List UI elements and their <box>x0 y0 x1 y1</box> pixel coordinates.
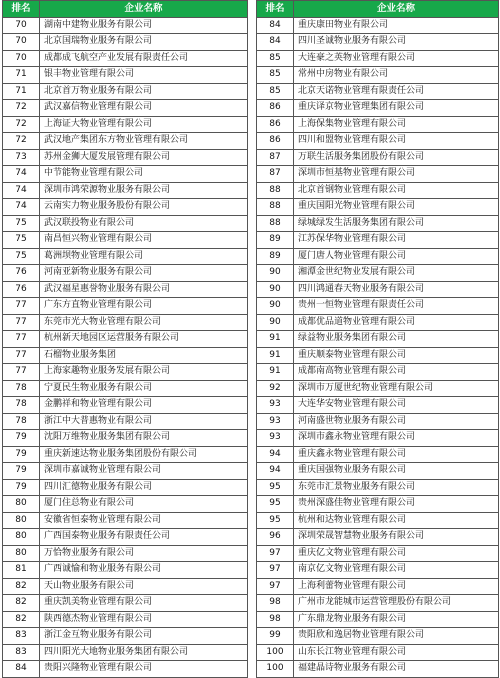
rank-cell: 75 <box>3 248 40 265</box>
name-header: 企业名称 <box>294 1 499 18</box>
company-name-cell: 厦门住总物业有限公司 <box>40 496 248 513</box>
table-row <box>3 215 248 232</box>
table-row <box>257 430 499 447</box>
table-row <box>257 529 499 546</box>
company-name-cell: 武汉福星惠誉物业服务有限公司 <box>40 281 248 298</box>
company-name-cell: 天山物业服务有限公司 <box>40 578 248 595</box>
table-row <box>3 479 248 496</box>
company-name-cell: 广州市龙能城市运营管理股份有限公司 <box>294 595 499 612</box>
rank-cell: 77 <box>3 314 40 331</box>
company-name-cell: 万恰物业服务有限公司 <box>40 545 248 562</box>
company-name-cell: 绿益物业服务集团有限公司 <box>294 331 499 348</box>
company-name-cell: 安徽省恒泰物业管理有限公司 <box>40 512 248 529</box>
table-row <box>257 265 499 282</box>
rank-cell: 84 <box>257 17 294 34</box>
rank-cell: 80 <box>3 529 40 546</box>
company-name-cell: 重庆亿文物业管理有限公司 <box>294 545 499 562</box>
rank-cell: 87 <box>257 166 294 183</box>
rank-cell: 72 <box>3 133 40 150</box>
company-name-cell: 上海保集物业管理有限公司 <box>294 116 499 133</box>
table-row <box>257 562 499 579</box>
table-row <box>3 611 248 628</box>
table-row <box>3 496 248 513</box>
company-name-cell: 河南盛世物业服务有限公司 <box>294 413 499 430</box>
table-row <box>3 232 248 249</box>
company-name-cell: 杭州和达物业管理有限公司 <box>294 512 499 529</box>
company-name-cell: 杭州新天地园区运营服务有限公司 <box>40 331 248 348</box>
table-row <box>3 661 248 678</box>
company-name-cell: 大连华安物业管理有限公司 <box>294 397 499 414</box>
rank-cell: 97 <box>257 562 294 579</box>
table-row <box>3 331 248 348</box>
rank-cell: 100 <box>257 661 294 678</box>
company-name-cell: 深圳市鑫永物业管理有限公司 <box>294 430 499 447</box>
table-row <box>257 166 499 183</box>
table-row <box>257 116 499 133</box>
rank-cell: 85 <box>257 83 294 100</box>
company-name-cell: 贵阳兴隆物业管理有限公司 <box>40 661 248 678</box>
rank-cell: 75 <box>3 232 40 249</box>
rank-cell: 88 <box>257 182 294 199</box>
company-name-cell: 厦门唐人物业管理有限公司 <box>294 248 499 265</box>
company-name-cell: 广东方直物业管理有限公司 <box>40 298 248 315</box>
company-name-cell: 四川和盟物业管理有限公司 <box>294 133 499 150</box>
table-row <box>257 479 499 496</box>
table-row <box>3 149 248 166</box>
company-name-cell: 南昌恒兴物业管理有限公司 <box>40 232 248 249</box>
rank-cell: 70 <box>3 34 40 51</box>
company-name-cell: 东莞市汇景物业服务有限公司 <box>294 479 499 496</box>
table-row <box>257 545 499 562</box>
rank-cell: 89 <box>257 248 294 265</box>
rank-cell: 85 <box>257 67 294 84</box>
company-name-cell: 四川汇德物业服务有限公司 <box>40 479 248 496</box>
table-row <box>3 413 248 430</box>
company-name-cell: 重庆译京物业管理集团有限公司 <box>294 100 499 117</box>
rank-cell: 74 <box>3 182 40 199</box>
table-row <box>257 496 499 513</box>
rank-cell: 77 <box>3 347 40 364</box>
table-row <box>3 67 248 84</box>
company-name-cell: 葛洲坝物业管理有限公司 <box>40 248 248 265</box>
rank-cell: 78 <box>3 380 40 397</box>
table-row <box>3 248 248 265</box>
table-row <box>3 281 248 298</box>
rank-cell: 73 <box>3 149 40 166</box>
company-name-cell: 深圳荣晟智慧物业服务有限公司 <box>294 529 499 546</box>
table-row <box>257 611 499 628</box>
table-row <box>3 430 248 447</box>
table-row <box>3 446 248 463</box>
rank-cell: 72 <box>3 100 40 117</box>
table-row <box>257 67 499 84</box>
table-row <box>3 265 248 282</box>
table-row <box>257 661 499 678</box>
company-name-cell: 南京亿文物业管理有限公司 <box>294 562 499 579</box>
rank-cell: 93 <box>257 397 294 414</box>
table-row <box>257 50 499 67</box>
table-row <box>257 595 499 612</box>
rank-cell: 95 <box>257 512 294 529</box>
company-name-cell: 北京首钢物业管理有限公司 <box>294 182 499 199</box>
company-name-cell: 湘潭金世纪物业发展有限公司 <box>294 265 499 282</box>
company-name-cell: 上海家趣物业服务发展有限公司 <box>40 364 248 381</box>
company-name-cell: 东莞市光大物业管理有限公司 <box>40 314 248 331</box>
rank-cell: 91 <box>257 364 294 381</box>
rank-cell: 82 <box>3 611 40 628</box>
rank-cell: 90 <box>257 298 294 315</box>
company-name-cell: 四川阳光大地物业服务集团有限公司 <box>40 644 248 661</box>
rank-cell: 83 <box>3 628 40 645</box>
rank-cell: 87 <box>257 149 294 166</box>
table-row <box>257 215 499 232</box>
table-row <box>3 100 248 117</box>
rank-cell: 91 <box>257 347 294 364</box>
rank-cell: 82 <box>3 595 40 612</box>
company-name-cell: 大连豪之英物业管理有限公司 <box>294 50 499 67</box>
table-row <box>257 298 499 315</box>
table-row <box>3 298 248 315</box>
table-row <box>257 149 499 166</box>
company-name-cell: 山东长江物业管理有限公司 <box>294 644 499 661</box>
rank-cell: 82 <box>3 578 40 595</box>
table-row <box>257 83 499 100</box>
table-row <box>3 314 248 331</box>
company-name-cell: 深圳市鸿荣源物业服务有限公司 <box>40 182 248 199</box>
rank-cell: 88 <box>257 215 294 232</box>
rank-cell: 79 <box>3 479 40 496</box>
rank-cell: 77 <box>3 331 40 348</box>
company-name-cell: 贵州深盛佳物业管理有限公司 <box>294 496 499 513</box>
table-row <box>257 380 499 397</box>
table-row <box>3 529 248 546</box>
company-name-cell: 江苏保华物业管理有限公司 <box>294 232 499 249</box>
rank-cell: 84 <box>3 661 40 678</box>
rank-cell: 86 <box>257 133 294 150</box>
company-name-cell: 湖南中建物业服务有限公司 <box>40 17 248 34</box>
company-name-cell: 贵州一恒物业管理有限责任公司 <box>294 298 499 315</box>
rank-cell: 86 <box>257 116 294 133</box>
rank-cell: 80 <box>3 545 40 562</box>
table-row <box>257 512 499 529</box>
table-row <box>257 578 499 595</box>
company-name-cell: 深圳市嘉诚物业管理有限公司 <box>40 463 248 480</box>
company-name-cell: 重庆康田物业有限公司 <box>294 17 499 34</box>
company-name-cell: 广西国泰物业服务有限责任公司 <box>40 529 248 546</box>
company-name-cell: 常州中房物业有限公司 <box>294 67 499 84</box>
rank-cell: 75 <box>3 215 40 232</box>
rank-cell: 99 <box>257 628 294 645</box>
company-name-cell: 金鹏祥和物业管理有限公司 <box>40 397 248 414</box>
table-row <box>3 545 248 562</box>
company-name-cell: 北京国瑞物业服务有限公司 <box>40 34 248 51</box>
table-row <box>257 314 499 331</box>
company-name-cell: 深圳市恒基物业管理有限公司 <box>294 166 499 183</box>
table-row <box>257 281 499 298</box>
company-name-cell: 宁夏民生物业服务有限公司 <box>40 380 248 397</box>
company-name-cell: 绿城绿发生活服务集团有限公司 <box>294 215 499 232</box>
table-row <box>3 364 248 381</box>
rank-cell: 88 <box>257 199 294 216</box>
rank-cell: 94 <box>257 446 294 463</box>
rank-cell: 100 <box>257 644 294 661</box>
rank-cell: 90 <box>257 265 294 282</box>
company-name-cell: 苏州金狮大厦发展管理有限公司 <box>40 149 248 166</box>
rank-cell: 98 <box>257 611 294 628</box>
rank-cell: 77 <box>3 364 40 381</box>
ranking-table-right <box>256 0 499 678</box>
header-row <box>257 1 499 18</box>
company-name-cell: 重庆国阳光物业管理有限公司 <box>294 199 499 216</box>
table-row <box>257 182 499 199</box>
rank-cell: 77 <box>3 298 40 315</box>
company-name-cell: 重庆国强物业服务有限公司 <box>294 463 499 480</box>
company-name-cell: 北京天诺物业管理有限责任公司 <box>294 83 499 100</box>
rank-cell: 80 <box>3 496 40 513</box>
rank-cell: 79 <box>3 463 40 480</box>
rank-cell: 74 <box>3 166 40 183</box>
rank-cell: 93 <box>257 413 294 430</box>
table-row <box>257 232 499 249</box>
company-name-cell: 成都南高物业管理有限公司 <box>294 364 499 381</box>
company-name-cell: 重庆鑫永物业管理有限公司 <box>294 446 499 463</box>
table-row <box>3 347 248 364</box>
table-row <box>257 199 499 216</box>
rank-cell: 84 <box>257 34 294 51</box>
rank-cell: 85 <box>257 50 294 67</box>
table-row <box>257 463 499 480</box>
company-name-cell: 云南实力物业服务股份有限公司 <box>40 199 248 216</box>
rank-cell: 71 <box>3 67 40 84</box>
company-name-cell: 重庆顺泰物业管理有限公司 <box>294 347 499 364</box>
ranking-table-left <box>2 0 248 678</box>
rank-cell: 89 <box>257 232 294 249</box>
table-row <box>257 364 499 381</box>
table-row <box>3 644 248 661</box>
company-name-cell: 浙江金互物业服务有限公司 <box>40 628 248 645</box>
company-name-cell: 北京首万物业服务有限公司 <box>40 83 248 100</box>
company-name-cell: 中节能物业管理有限公司 <box>40 166 248 183</box>
rank-header: 排名 <box>257 1 294 18</box>
table-row <box>3 83 248 100</box>
rank-header: 排名 <box>3 1 40 18</box>
company-name-cell: 重庆新速达物业服务集团股份有限公司 <box>40 446 248 463</box>
table-row <box>3 578 248 595</box>
table-row <box>3 199 248 216</box>
table-row <box>257 17 499 34</box>
table-row <box>3 562 248 579</box>
company-name-cell: 广西诚愉和物业服务有限公司 <box>40 562 248 579</box>
rank-cell: 96 <box>257 529 294 546</box>
rank-cell: 78 <box>3 397 40 414</box>
table-row <box>257 413 499 430</box>
table-row <box>3 512 248 529</box>
table-row <box>3 133 248 150</box>
table-row <box>3 380 248 397</box>
rank-cell: 91 <box>257 331 294 348</box>
company-name-cell: 上海利蕾物业管理有限公司 <box>294 578 499 595</box>
table-row <box>3 182 248 199</box>
table-row <box>3 595 248 612</box>
table-row <box>257 133 499 150</box>
rank-cell: 74 <box>3 199 40 216</box>
company-name-cell: 贵阳欣和逸居物业管理有限公司 <box>294 628 499 645</box>
table-row <box>257 331 499 348</box>
rank-cell: 95 <box>257 479 294 496</box>
company-name-cell: 浙江中大普惠物业有限公司 <box>40 413 248 430</box>
table-row <box>3 463 248 480</box>
company-name-cell: 深圳市万厦世纪物业管理有限公司 <box>294 380 499 397</box>
company-name-cell: 沈阳万维物业服务集团有限公司 <box>40 430 248 447</box>
table-row <box>257 34 499 51</box>
rank-cell: 79 <box>3 430 40 447</box>
rank-cell: 76 <box>3 281 40 298</box>
company-name-cell: 四川圣诚物业服务有限公司 <box>294 34 499 51</box>
table-row <box>3 397 248 414</box>
company-name-cell: 陕西德杰物业管理有限公司 <box>40 611 248 628</box>
table-row <box>3 17 248 34</box>
header-row <box>3 1 248 18</box>
company-name-cell: 广东鼎龙物业服务有限公司 <box>294 611 499 628</box>
table-row <box>257 446 499 463</box>
company-name-cell: 银丰物业管理有限公司 <box>40 67 248 84</box>
table-row <box>3 166 248 183</box>
table-row <box>257 248 499 265</box>
company-name-cell: 武汉地产集团东方物业管理有限公司 <box>40 133 248 150</box>
rank-cell: 90 <box>257 314 294 331</box>
company-name-cell: 武汉联投物业有限公司 <box>40 215 248 232</box>
rank-cell: 72 <box>3 116 40 133</box>
rank-cell: 70 <box>3 50 40 67</box>
rank-cell: 93 <box>257 430 294 447</box>
company-name-cell: 上海证大物业管理有限公司 <box>40 116 248 133</box>
table-row <box>3 50 248 67</box>
company-name-cell: 成都成飞航空产业发展有限责任公司 <box>40 50 248 67</box>
table-row <box>3 628 248 645</box>
name-header: 企业名称 <box>40 1 248 18</box>
company-name-cell: 四川鸿通春天物业服务有限公司 <box>294 281 499 298</box>
rank-cell: 97 <box>257 545 294 562</box>
rank-cell: 92 <box>257 380 294 397</box>
rank-cell: 80 <box>3 512 40 529</box>
company-name-cell: 武汉嘉信物业管理有限公司 <box>40 100 248 117</box>
rank-cell: 95 <box>257 496 294 513</box>
table-row <box>3 116 248 133</box>
rank-cell: 97 <box>257 578 294 595</box>
table-row <box>3 34 248 51</box>
rank-cell: 86 <box>257 100 294 117</box>
rank-cell: 98 <box>257 595 294 612</box>
table-row <box>257 628 499 645</box>
rank-cell: 79 <box>3 446 40 463</box>
table-row <box>257 397 499 414</box>
rank-cell: 90 <box>257 281 294 298</box>
rank-cell: 76 <box>3 265 40 282</box>
rank-cell: 94 <box>257 463 294 480</box>
table-row <box>257 347 499 364</box>
company-name-cell: 石榴物业服务集团 <box>40 347 248 364</box>
rank-cell: 81 <box>3 562 40 579</box>
table-row <box>257 644 499 661</box>
rank-cell: 70 <box>3 17 40 34</box>
company-name-cell: 成都优品道物业管理有限公司 <box>294 314 499 331</box>
table-row <box>257 100 499 117</box>
company-name-cell: 河南亚新物业服务有限公司 <box>40 265 248 282</box>
rank-cell: 71 <box>3 83 40 100</box>
company-name-cell: 福建晶诗物业服务有限公司 <box>294 661 499 678</box>
rank-cell: 78 <box>3 413 40 430</box>
company-name-cell: 重庆凯美物业管理有限公司 <box>40 595 248 612</box>
rank-cell: 83 <box>3 644 40 661</box>
company-name-cell: 万联生活服务集团股份有限公司 <box>294 149 499 166</box>
